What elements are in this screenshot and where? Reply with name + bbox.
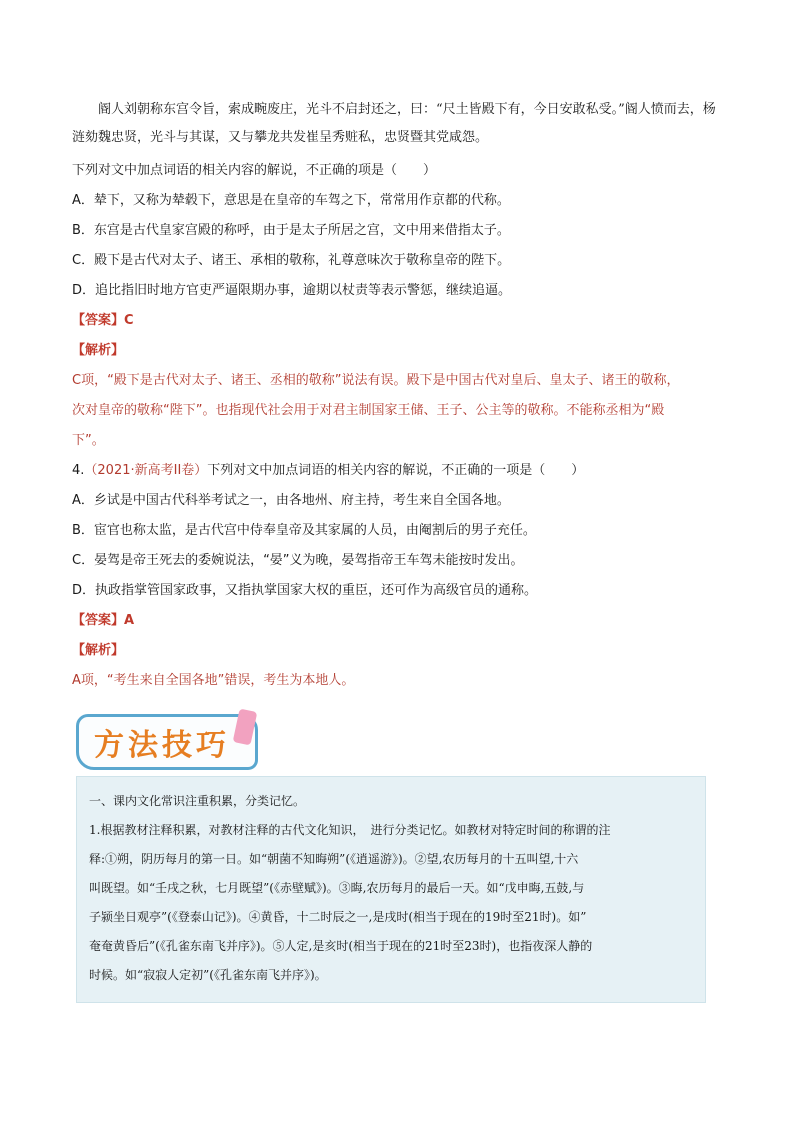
question-stem: 下列对文中加点词语的相关内容的解说，不正确的项是（ ） (72, 163, 437, 178)
answer-label: 【答案】 (72, 313, 125, 328)
analysis-line: C项，“殿下是古代对太子、诸王、丞相的敬称”说法有误。殿下是中国古代对皇后、皇太子、诸王的敬称， (72, 373, 680, 388)
method-line: 1.根据教材注释积累，对教材注释的古代文化知识， 进行分类记忆。如教材对特定时间的称谓的注 (89, 823, 611, 837)
question-4 (72, 456, 722, 696)
question-stem (72, 456, 722, 486)
method-line: 奄奄黄昏后”(《孔雀东南飞并序》)。⑤人定,是亥时(相当于现在的21时至23时)，也指夜深人静的 (89, 939, 593, 953)
answer-label: 【答案】 (72, 613, 125, 628)
option-a: A．乡试是中国古代科举考试之一，由各地州、府主持，考生来自全国各地。 (72, 493, 510, 508)
analysis-line: 次对皇帝的敬称“陛下”。也指现代社会用于对君主制国家王储、王子、公主等的敬称。不能称丞相为“殿 (72, 403, 665, 418)
method-banner (72, 710, 262, 770)
answer-line (72, 606, 722, 636)
analysis-label: 【解析】 (72, 343, 125, 358)
question-number: 4. (72, 463, 85, 478)
question-3 (72, 156, 722, 456)
method-line: 子颍坐日观亭”(《登泰山记》)。④黄昏，十二时辰之一,是戌时(相当于现在的19时至21时)。如” (89, 910, 587, 924)
option-b: B．东宫是古代皇家宫殿的称呼，由于是太子所居之宫，文中用来借指太子。 (72, 223, 510, 238)
option-a: A．辇下，又称为辇毂下，意思是在皇帝的车驾之下，常常用作京都的代称。 (72, 193, 510, 208)
analysis-line: A项，“考生来自全国各地”错误，考生为本地人。 (72, 673, 355, 688)
method-title: 方法技巧 (94, 728, 230, 763)
option-c: C．殿下是古代对太子、诸王、承相的敬称，礼尊意味次于敬称皇帝的陛下。 (72, 253, 511, 268)
option-d: D．执政指掌管国家政事，又指执掌国家大权的重臣，还可作为高级官员的通称。 (72, 583, 538, 598)
question-source: （2021·新高考II卷） (84, 463, 208, 478)
method-box (76, 776, 706, 1003)
document-page (72, 96, 722, 1003)
answer-value: C (124, 313, 134, 328)
option-b: B．宦官也称太监，是古代宫中侍奉皇帝及其家属的人员，由阉割后的男子充任。 (72, 523, 536, 538)
question-text: 下列对文中加点词语的相关内容的解说，不正确的一项是（ ） (207, 463, 585, 478)
analysis-line: 下”。 (72, 433, 105, 448)
passage-text: 阍人刘朝称东宫令旨，索成畹废庄，光斗不启封还之，曰：“尺土皆殿下有，今日安敢私受。”阍人愤而去，杨涟劾魏忠贤，光斗与其谋，又与攀龙共发崔呈秀赃私，忠贤暨其党咸怨。 (72, 102, 716, 145)
option-d: D．追比指旧时地方官吏严逼限期办事，逾期以杖责等表示警惩，继续追逼。 (72, 283, 512, 298)
method-line: 一、课内文化常识注重积累，分类记忆。 (89, 794, 306, 808)
answer-line (72, 306, 722, 336)
analysis-label: 【解析】 (72, 643, 125, 658)
answer-value: A (124, 613, 135, 628)
method-line: 时候。如“寂寂人定初”(《孔雀东南飞并序》)。 (89, 968, 327, 982)
method-line: 叫既望。如“壬戌之秋，七月既望”(《赤壁赋》)。③晦,农历每月的最后一天。如“戊申晦,五鼓,与 (89, 881, 585, 895)
option-c: C．晏驾是帝王死去的委婉说法，“晏”义为晚，晏驾指帝王车驾未能按时发出。 (72, 553, 524, 568)
method-line: 释:①朔，阴历每月的第一日。如“朝菌不知晦朔”(《逍遥游》)。②望,农历每月的十五叫望,十六 (89, 852, 579, 866)
